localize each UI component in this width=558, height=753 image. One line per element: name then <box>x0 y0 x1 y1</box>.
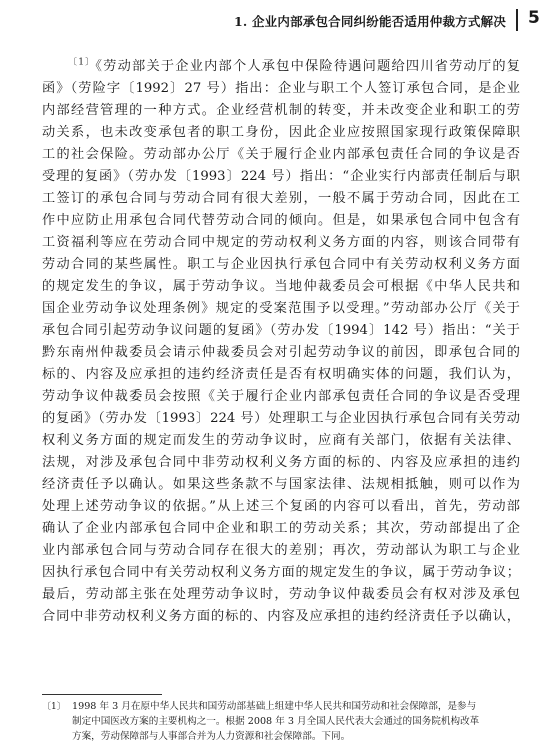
text-line-content: 业内部承包合同与劳动合同存在很大的差别；再次，劳动部认为职工与企业 <box>42 543 520 558</box>
text-line <box>42 210 520 232</box>
text-line-content: 《劳动部关于企业内部个人承包中保险待遇问题给四川省劳动厅的复 <box>95 59 520 74</box>
text-line-content: 最后，劳动部主张在处理劳动争议时，劳动争议仲裁委员会有权对涉及承包 <box>42 587 520 602</box>
text-line-content: 工资福利等应在劳动合同中规定的劳动权利义务方面的内容，则该合同带有 <box>42 235 520 250</box>
footnote-reference: 〔1〕 <box>68 57 96 68</box>
text-line <box>42 166 520 188</box>
text-line-content: 劳动合同的某些属性。职工与企业因执行承包合同中有关劳动权利义务方面 <box>42 257 520 272</box>
text-line <box>42 452 520 474</box>
text-line-content: 受理的复函》（劳办发〔1993〕224 号）指出：“企业实行内部责任制后与职 <box>42 169 520 184</box>
footnote-text: 1998 年 3 月在原中华人民共和国劳动部基础上组建中华人民共和国劳动和社会保障部，是参与 <box>72 701 477 712</box>
text-line <box>42 100 520 122</box>
page-number: 5 <box>528 8 540 28</box>
footnote-text: 制定中国医改方案的主要机构之一。根据 2008 年 3 月全国人民代表大会通过的国务院机构改革 <box>72 716 480 727</box>
text-line-content: 因执行承包合同中有关劳动权利义务方面的规定发生的争议，属于劳动争议； <box>42 565 520 580</box>
text-line-content: 确认了企业内部承包合同中企业和职工的劳动关系；其次，劳动部提出了企 <box>42 521 520 536</box>
text-line <box>42 254 520 276</box>
text-line-content: 处理上述劳动争议的依据。”从上述三个复函的内容可以看出，首先，劳动部 <box>42 499 520 514</box>
header-separator <box>516 9 518 31</box>
text-line <box>42 386 520 408</box>
text-line-content: 国企业劳动争议处理条例》规定的受案范围予以受理。”劳动部办公厅《关于 <box>42 301 520 316</box>
text-line <box>42 298 520 320</box>
text-line-content: 黔东南州仲裁委员会请示仲裁委员会对引起劳动争议的前因，即承包合同的 <box>42 345 520 360</box>
running-header <box>0 0 558 40</box>
footnote-line <box>42 699 522 714</box>
text-line <box>42 364 520 386</box>
text-line <box>42 144 520 166</box>
footnote-text: 方案，劳动保障部与人事部合并为人力资源和社会保障部。下同。 <box>72 731 351 742</box>
text-line <box>42 518 520 540</box>
text-line-content: 承包合同引起劳动争议问题的复函》（劳办发〔1994〕142 号）指出：“关于 <box>42 323 520 338</box>
text-line <box>42 342 520 364</box>
text-line-content: 动关系，也未改变承包者的职工身份，因此企业应按照国家现行政策保障职 <box>42 125 520 140</box>
text-line <box>42 232 520 254</box>
text-line-content: 工的社会保险。劳动部办公厅《关于履行企业内部承包责任合同的争议是否 <box>42 147 520 162</box>
text-line <box>42 496 520 518</box>
text-line <box>42 562 520 584</box>
text-line <box>42 584 520 606</box>
text-line-content: 作中应防止用承包合同代替劳动合同的倾向。但是，如果承包合同中包含有 <box>42 213 520 228</box>
text-line <box>42 408 520 430</box>
text-line <box>42 56 520 78</box>
text-line-content: 法规，对涉及承包合同中非劳动权利义务方面的标的、内容及应承担的违约 <box>42 455 520 470</box>
text-line <box>42 122 520 144</box>
footnote-line <box>42 714 522 729</box>
text-line-content: 函》（劳险字〔1992〕27 号）指出：企业与职工个人签订承包合同，是企业 <box>42 81 520 96</box>
running-header-title: 1. 企业内部承包合同纠纷能否适用仲裁方式解决 <box>233 14 506 29</box>
footnote-divider <box>42 694 162 695</box>
footnote-line <box>42 729 522 744</box>
text-line <box>42 430 520 452</box>
text-line <box>42 540 520 562</box>
text-line <box>42 188 520 210</box>
body-text <box>42 56 520 628</box>
text-line-content: 的规定发生的争议，属于劳动争议。当地仲裁委员会可根据《中华人民共和 <box>42 279 520 294</box>
text-line <box>42 320 520 342</box>
footnote <box>42 699 522 744</box>
text-line-content: 的复函》（劳办发〔1993〕224 号）处理职工与企业因执行承包合同有关劳动 <box>42 411 520 426</box>
text-line-content: 内部经营管理的一种方式。企业经营机制的转变，并未改变企业和职工的劳 <box>42 103 520 118</box>
text-line-content: 劳动争议仲裁委员会按照《关于履行企业内部承包责任合同的争议是否受理 <box>42 389 520 404</box>
text-line-content: 权利义务方面的规定而发生的劳动争议时，应商有关部门，依据有关法律、 <box>42 433 520 448</box>
text-line <box>42 276 520 298</box>
text-line <box>42 474 520 496</box>
footnote-marker: 〔1〕 <box>42 702 66 712</box>
text-line-content: 工签订的承包合同与劳动合同有很大差别，一般不属于劳动合同，因此在工 <box>42 191 520 206</box>
text-line-content: 标的、内容及应承担的违约经济责任是否有权明确实体的问题，我们认为， <box>42 367 520 382</box>
text-line <box>42 78 520 100</box>
text-line-content: 合同中非劳动权利义务方面的标的、内容及应承担的违约经济责任予以确认， <box>42 609 520 624</box>
text-line <box>42 606 520 628</box>
text-line-content: 经济责任予以确认。如果这些条款不与国家法律、法规相抵触，则可以作为 <box>42 477 520 492</box>
